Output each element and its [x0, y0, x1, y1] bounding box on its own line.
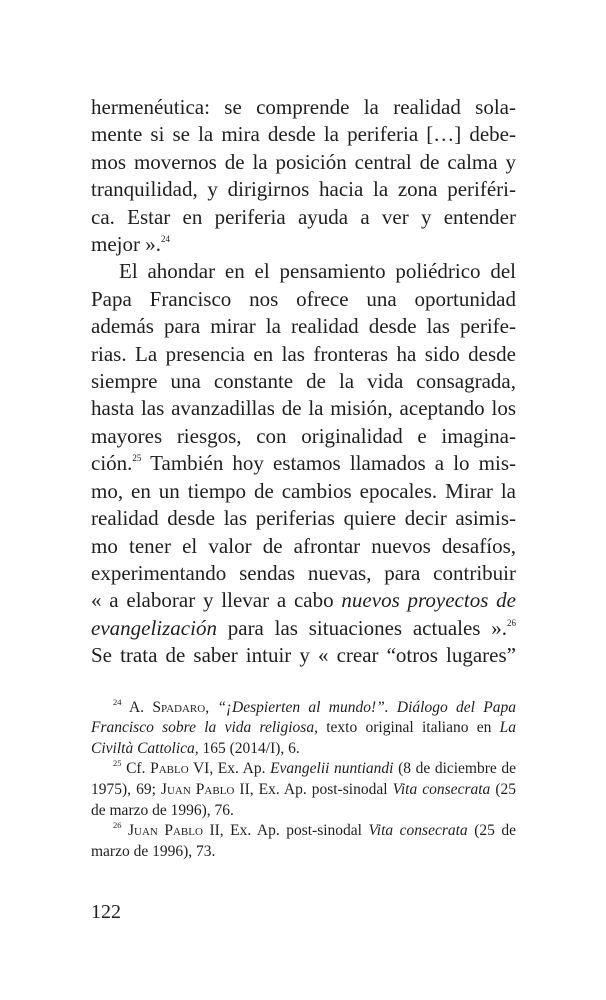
italic-journal: La Civiltà Cattolica, — [91, 719, 516, 757]
footnote-text: II, Ex. Ap. post-sinodal — [202, 822, 369, 840]
text-line: mente si se la mira desde la periferia […] debe- — [91, 122, 516, 147]
footnote-text: 165 (2014/I), 6. — [198, 739, 300, 757]
body-text — [91, 94, 516, 670]
text-line — [91, 615, 516, 642]
text-line: realidad desde las periferias quiere decir asimis- — [91, 506, 516, 531]
author-name: Juan Pablo — [160, 780, 235, 798]
footnote-text: (25 de marzo de 1996), 76. — [91, 780, 516, 819]
footnote-text: , texto original italiano en — [314, 719, 500, 737]
text-line: mayores riesgos, con originalidad e imagina- — [91, 423, 516, 448]
text-line-part: ción. — [91, 451, 133, 476]
text-line: tranquilidad, y dirigirnos hacia la zona periféri- — [91, 177, 516, 202]
author-name: Spadaro — [152, 698, 206, 716]
text-line: El ahondar en el pensamiento poliédrico del — [119, 259, 516, 284]
text-line-part: para las situaciones actuales ». — [216, 615, 507, 640]
text-line: Se trata de saber intuir y « crear “otros lugares” — [91, 643, 516, 668]
footnote-ref-26[interactable]: 26 — [507, 617, 516, 628]
footnote-number: 25 — [113, 758, 122, 769]
footnote-number: 24 — [113, 696, 122, 707]
text-line: mo tener el valor de afrontar nuevos desafíos, — [91, 533, 516, 558]
text-line: además para mirar la realidad desde las perife- — [91, 314, 516, 339]
footnote-number: 26 — [113, 820, 122, 831]
footnote-text: Cf. — [121, 760, 151, 778]
footnote-26 — [91, 821, 516, 862]
text-line: mos movernos de la posición central de calma y — [91, 149, 516, 174]
text-line-part: También hoy estamos llamados a lo mis- — [141, 451, 516, 476]
text-line: experimentando sendas nuevas, para contribuir — [91, 560, 516, 585]
footnote-ref-25[interactable]: 25 — [132, 453, 142, 464]
text-line: ca. Estar en periferia ayuda a ver y entender — [91, 204, 516, 229]
footnotes — [91, 698, 516, 863]
footnote-text: VI, Ex. Ap. — [188, 760, 271, 778]
text-line: rias. La presencia en las fronteras ha sido desde — [91, 341, 516, 366]
text-line: mo, en un tiempo de cambios epocales. Mirar la — [91, 478, 516, 503]
footnote-text: A. — [121, 698, 153, 716]
text-line: hasta las avanzadillas de la misión, aceptando los — [91, 396, 516, 421]
text-line — [91, 450, 516, 477]
footnote-text: , — [205, 698, 218, 716]
paragraph-2 — [91, 258, 516, 669]
footnote-25 — [91, 759, 516, 821]
author-name: Juan Pablo — [121, 822, 203, 840]
italic-title: Evangelii nuntiandi — [270, 760, 394, 778]
footnote-text: (8 de diciembre de 1975), 69; — [91, 760, 517, 798]
italic-title: Vita consecrata — [392, 780, 491, 798]
author-name: Pablo — [150, 760, 189, 778]
italic-text: evangelización — [91, 615, 217, 640]
paragraph-1 — [91, 94, 516, 258]
italic-title: “¡Despierten al mundo!”. Diálogo del Papa Francisco sobre la vida religiosa — [91, 698, 517, 737]
page-number: 122 — [91, 901, 121, 923]
footnote-24 — [91, 698, 516, 760]
text-line: siempre una constante de la vida consagrada, — [91, 369, 516, 394]
text-line-part: « a elaborar y llevar a cabo — [91, 588, 342, 613]
footnote-ref-24[interactable]: 24 — [160, 234, 170, 245]
text-line: hermenéutica: se comprende la realidad sola- — [91, 95, 516, 119]
text-line — [91, 587, 516, 614]
page-content — [91, 94, 516, 862]
text-line-part: mejor ». — [91, 232, 161, 257]
text-line — [91, 231, 516, 258]
italic-title: Vita consecrata — [368, 822, 468, 840]
italic-text: nuevos proyectos de — [341, 588, 517, 613]
footnote-text: (25 de marzo de 1996), 73. — [91, 822, 516, 860]
text-line: Papa Francisco nos ofrece una oportunidad — [91, 286, 516, 311]
footnote-text: II, Ex. Ap. post-sinodal — [234, 780, 393, 798]
